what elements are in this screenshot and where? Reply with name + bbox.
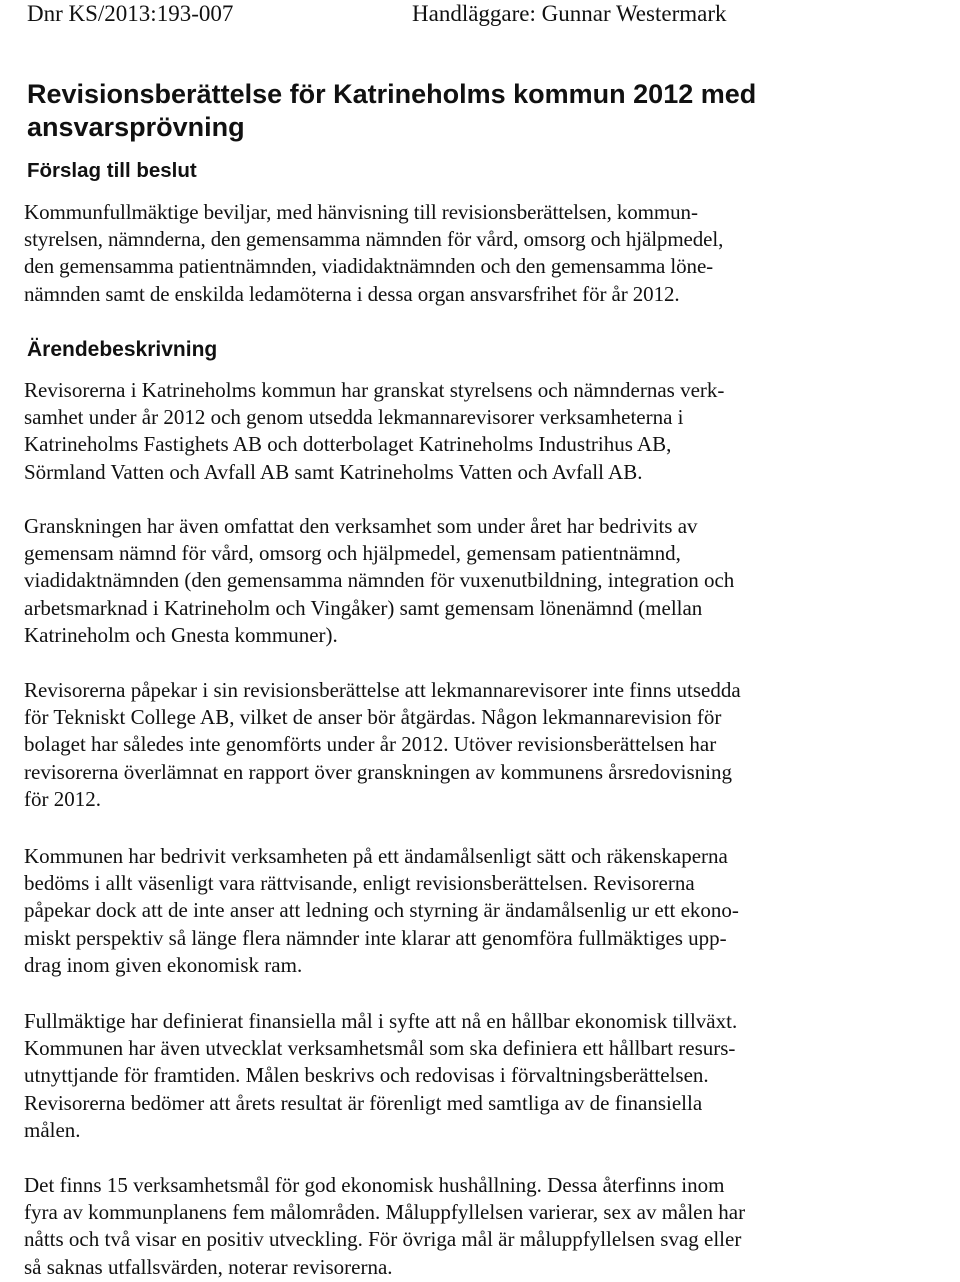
text-line: Revisorerna påpekar i sin revisionsberättelse att lekmannarevisorer inte finns utsedda	[24, 678, 741, 702]
text-line: utnyttjande för framtiden. Målen beskrivs och redovisas i förvaltningsberättelsen.	[24, 1063, 709, 1088]
text-line: för 2012.	[24, 786, 101, 811]
text-line: så saknas utfallsvärden, noterar revisorerna.	[24, 1254, 393, 1279]
text-line: Det finns 15 verksamhetsmål för god ekonomisk hushållning. Dessa återfinns inom	[24, 1173, 725, 1197]
text-line: Sörmland Vatten och Avfall AB samt Katrineholms Vatten och Avfall AB.	[24, 459, 643, 484]
text-line: bedöms i allt väsenligt vara rättvisande, enligt revisionsberättelsen. Revisorerna	[24, 871, 695, 896]
body-paragraph-1	[24, 377, 934, 486]
text-line: Kommunen har även utvecklat verksamhetsmål som ska definiera ett hållbart resurs-	[24, 1036, 736, 1061]
text-line: bolaget har således inte genomförts under år 2012. Utöver revisionsberättelsen har	[24, 732, 717, 757]
case-handler: Handläggare: Gunnar Westermark	[412, 1, 727, 26]
body-paragraph-5	[24, 1008, 934, 1144]
body-paragraph-6	[24, 1172, 934, 1281]
text-line: gemensam nämnd för vård, omsorg och hjälpmedel, gemensam patientnämnd,	[24, 541, 681, 566]
text-line: viadidaktnämnden (den gemensamma nämnden för vuxenutbildning, integration och	[24, 568, 735, 593]
body-paragraph-3	[24, 677, 934, 813]
text-line: målen.	[24, 1117, 81, 1142]
text-line: Katrineholms Fastighets AB och dotterbolaget Katrineholms Industrihus AB,	[24, 432, 672, 457]
body-paragraph-2	[24, 513, 934, 649]
text-line: styrelsen, nämnderna, den gemensamma nämnden för vård, omsorg och hjälpmedel,	[24, 227, 724, 252]
text-line: Kommunen har bedrivit verksamheten på ett ändamålsenligt sätt och räkenskaperna	[24, 844, 728, 868]
decision-paragraph	[24, 199, 934, 308]
description-heading: Ärendebeskrivning	[27, 338, 218, 361]
text-line: påpekar dock att de inte anser att ledning och styrning är ändamålsenlig ur ett ekono-	[24, 898, 739, 923]
text-line: miskt perspektiv så länge flera nämnder inte klarar att genomföra fullmäktiges upp-	[24, 925, 727, 950]
text-line: Fullmäktige har definierat finansiella mål i syfte att nå en hållbar ekonomisk tillväxt.	[24, 1009, 738, 1033]
text-line: Revisorerna i Katrineholms kommun har granskat styrelsens och nämndernas verk-	[24, 378, 725, 402]
text-line: Revisorerna bedömer att årets resultat är förenligt med samtliga av de finansiella	[24, 1090, 703, 1115]
text-line: nämnden samt de enskilda ledamöterna i dessa organ ansvarsfrihet för år 2012.	[24, 281, 680, 306]
text-line: nåtts och två visar en positiv utveckling. För övriga mål är måluppfyllelsen svag eller	[24, 1227, 742, 1252]
text-line: Granskningen har även omfattat den verksamhet som under året har bedrivits av	[24, 514, 698, 538]
text-line: för Tekniskt College AB, vilket de anser bör åtgärdas. Någon lekmannarevision för	[24, 705, 722, 730]
body-paragraph-4	[24, 843, 934, 979]
text-line: arbetsmarknad i Katrineholm och Vingåker) samt gemensam lönenämnd (mellan	[24, 595, 703, 620]
document-reference-number: Dnr KS/2013:193-007	[27, 1, 234, 26]
page-title: Revisionsberättelse för Katrineholms kommun 2012 med ansvarsprövning	[27, 79, 757, 142]
text-line: fyra av kommunplanens fem målområden. Måluppfyllelsen varierar, sex av målen har	[24, 1200, 746, 1225]
text-line: revisorerna överlämnat en rapport över granskningen av kommunens årsredovisning	[24, 759, 732, 784]
text-line: Kommunfullmäktige beviljar, med hänvisning till revisionsberättelsen, kommun-	[24, 200, 698, 224]
text-line: drag inom given ekonomisk ram.	[24, 952, 303, 977]
text-line: samhet under år 2012 och genom utsedda lekmannarevisorer verksamheterna i	[24, 405, 684, 430]
decision-heading: Förslag till beslut	[27, 159, 197, 182]
text-line: den gemensamma patientnämnden, viadidaktnämnden och den gemensamma löne-	[24, 254, 714, 279]
text-line: Katrineholm och Gnesta kommuner).	[24, 622, 338, 647]
